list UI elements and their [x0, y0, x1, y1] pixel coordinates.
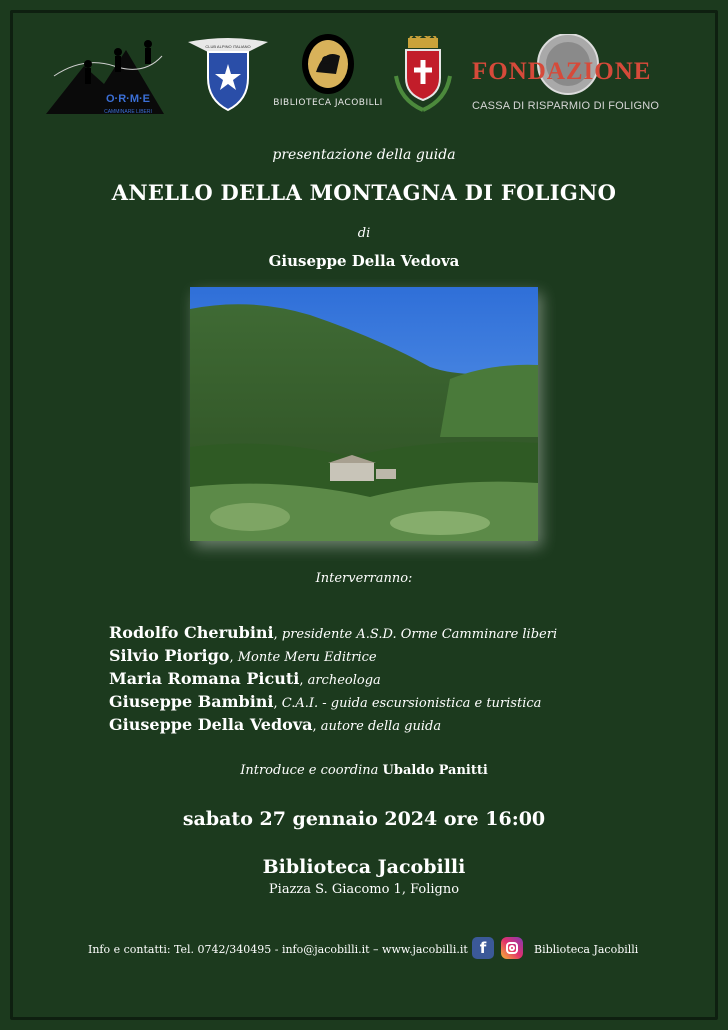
- speaker-name: Rodolfo Cherubini: [109, 623, 274, 642]
- cai-logo: [184, 34, 272, 114]
- speaker-role: archeologa: [307, 673, 381, 688]
- cai-label: CLUB ALPINO ITALIANO: [205, 44, 251, 49]
- instagram-icon[interactable]: [501, 937, 523, 959]
- speaker-name: Giuseppe Della Vedova: [109, 715, 313, 734]
- footer: [0, 936, 728, 962]
- by-label: di: [357, 226, 371, 241]
- speaker-role: Monte Meru Editrice: [237, 650, 377, 665]
- coordinator-line: [0, 763, 728, 778]
- event-venue: Biblioteca Jacobilli: [262, 856, 466, 878]
- guide-author: Giuseppe Della Vedova: [268, 252, 460, 270]
- presentation-intro: presentazione della guida: [272, 147, 456, 163]
- orme-subtitle: CAMMINARE LIBERI: [104, 109, 152, 115]
- speaker-item: Rodolfo Cherubini, presidente A.S.D. Orme Camminare liberi: [109, 623, 558, 642]
- fondazione-logo: [466, 34, 680, 120]
- coordinator-label: Introduce e coordina: [240, 763, 379, 778]
- fondazione-subtitle: CASSA DI RISPARMIO DI FOLIGNO: [472, 100, 660, 112]
- speaker-item: Giuseppe Della Vedova, autore della guida: [109, 715, 442, 734]
- coordinator-name: Ubaldo Panitti: [382, 763, 488, 778]
- speaker-role: autore della guida: [320, 719, 442, 734]
- speaker-role: C.A.I. - guida escursionistica e turistica: [281, 696, 542, 711]
- event-address: Piazza S. Giacomo 1, Foligno: [268, 882, 460, 897]
- social-handle: Biblioteca Jacobilli: [534, 943, 639, 956]
- orme-letters: O·R·M·E: [106, 93, 150, 105]
- speaker-name: Giuseppe Bambini: [109, 692, 274, 711]
- orme-logo: [44, 36, 166, 116]
- speakers-list: [109, 622, 689, 737]
- biblioteca-logo-text: BIBLIOTECA JACOBILLI: [273, 98, 383, 108]
- speaker-name: Silvio Piorigo: [109, 646, 230, 665]
- speaker-item: Giuseppe Bambini, C.A.I. - guida escursionistica e turistica: [109, 692, 542, 711]
- mountain-photo: [190, 287, 538, 541]
- fondazione-title: FONDAZIONE: [472, 58, 652, 85]
- speaker-item: Maria Romana Picuti, archeologa: [109, 669, 381, 688]
- speaker-name: Maria Romana Picuti: [109, 669, 300, 688]
- logo-bar: [40, 34, 680, 120]
- facebook-icon[interactable]: f: [472, 937, 494, 959]
- speakers-heading: Interverranno:: [315, 571, 413, 586]
- contact-info: Info e contatti: Tel. 0742/340495 - info@jacobilli.it – www.jacobilli.it: [88, 943, 468, 956]
- event-date: sabato 27 gennaio 2024 ore 16:00: [182, 808, 546, 830]
- biblioteca-logo: [264, 34, 392, 120]
- speaker-item: Silvio Piorigo, Monte Meru Editrice: [109, 646, 377, 665]
- speaker-role: presidente A.S.D. Orme Camminare liberi: [281, 627, 558, 642]
- guide-title: ANELLO DELLA MONTAGNA DI FOLIGNO: [111, 180, 617, 205]
- foligno-crest: [390, 36, 456, 116]
